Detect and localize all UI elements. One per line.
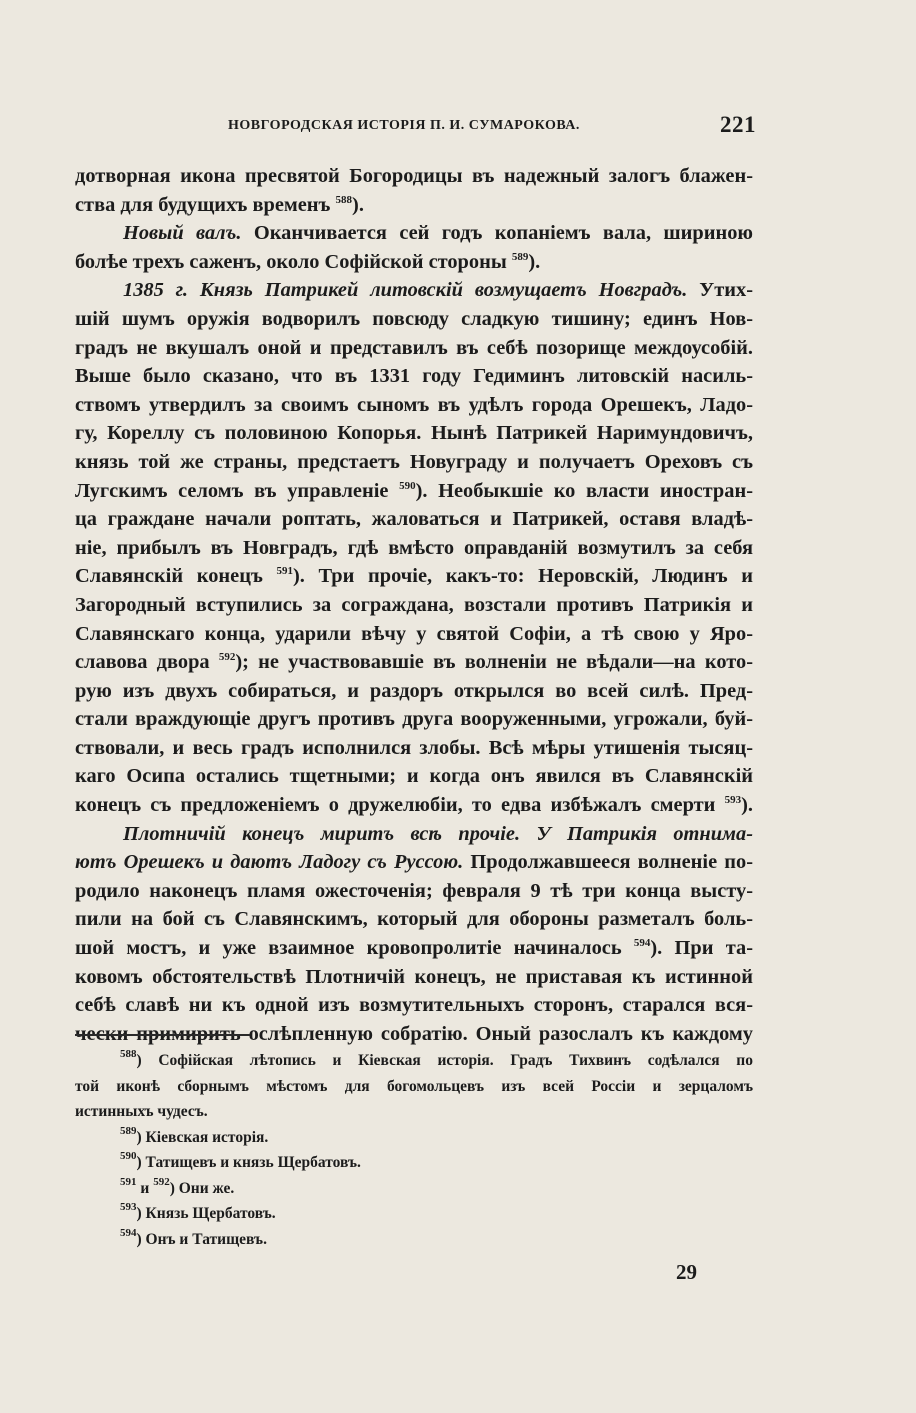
- text-run: ) Татищевъ и князь Щербатовъ.: [136, 1154, 361, 1171]
- italic-heading: Новый валъ.: [123, 222, 242, 245]
- text-run: Славянскій конецъ: [75, 565, 277, 588]
- text-run: ствовали, и весь градъ исполнился злобы. Всѣ мѣры утишенія тысяц-: [75, 736, 753, 759]
- text-run: Славянскаго конца, ударили вѣчу у святой Софіи, а тѣ свою у Яро-: [75, 622, 753, 645]
- text-run: родило наконецъ пламя ожесточенія; февраля 9 тѣ три конца высту-: [75, 879, 753, 902]
- text-run: Лугскимъ селомъ въ управленіе: [75, 479, 400, 502]
- text-line: [75, 905, 753, 934]
- signature-mark: 29: [676, 1260, 697, 1284]
- text-line: [75, 677, 753, 706]
- text-run: гу, Кореллу съ половиною Копорья. Нынѣ Патрикей Наримундовичъ,: [75, 422, 753, 445]
- footnote-divider: [75, 1034, 250, 1036]
- running-title: НОВГОРОДСКАЯ ИСТОРІЯ П. И. СУМАРОКОВА.: [228, 118, 580, 133]
- text-run: ) Софійская лѣтопись и Кіевская исторія. Градъ Тихвинъ содѣлался по: [136, 1052, 753, 1069]
- text-run: ) Кіевская исторія.: [136, 1128, 269, 1146]
- footnote-line: [75, 1074, 753, 1100]
- footnote-ref: 590: [399, 479, 416, 492]
- footnote-line: [75, 1150, 753, 1176]
- text-line: [75, 734, 753, 763]
- footnote-line: [75, 1099, 753, 1125]
- text-run: ). При та-: [650, 937, 753, 960]
- text-line: [75, 963, 753, 992]
- text-line: [75, 448, 753, 477]
- text-run: ствомъ утвердилъ за своимъ сыномъ въ удѣлъ города Орешекъ, Ладо-: [75, 393, 753, 416]
- footnote-ref: 591: [120, 1175, 137, 1188]
- text-line: [75, 305, 753, 334]
- text-run: Загородный вступились за сограждана, возстали противъ Патрикія и: [75, 593, 753, 616]
- page-header: [228, 112, 756, 137]
- text-run: и: [136, 1179, 154, 1197]
- text-run: болѣе трехъ саженъ, около Софійской стороны: [75, 250, 512, 273]
- footnote-ref: 594: [633, 937, 651, 950]
- text-run: ) Они же.: [169, 1179, 235, 1197]
- footnote-ref: 594: [120, 1226, 137, 1239]
- footnote-ref: 590: [120, 1150, 137, 1162]
- text-line: [75, 762, 753, 791]
- footnote-ref: 589: [511, 250, 529, 263]
- text-line: [75, 591, 753, 620]
- text-run: ковомъ обстоятельствѣ Плотничій конецъ, не приставая къ истинной: [75, 965, 753, 988]
- footnote-ref: 592: [218, 651, 236, 664]
- page-number: 221: [720, 112, 756, 137]
- text-run: Оканчивается сей годъ копаніемъ вала, шириною: [241, 222, 753, 245]
- footnote-line: [75, 1125, 753, 1151]
- text-line: [75, 334, 753, 363]
- footnote-line: [75, 1227, 753, 1253]
- text-run: истинныхъ чудесъ.: [75, 1103, 208, 1120]
- footnote-ref: 593: [120, 1201, 137, 1213]
- text-line: [75, 991, 753, 1020]
- text-run: ца граждане начали роптать, жаловаться и Патрикей, оставя владѣ-: [75, 508, 753, 531]
- text-run: градъ не вкушалъ оной и представилъ въ себѣ позорище междоусобій.: [75, 336, 753, 359]
- footnote-ref: 591: [276, 565, 293, 578]
- text-line: [75, 219, 753, 248]
- text-line: [75, 791, 753, 820]
- text-run: славова двора: [75, 651, 219, 674]
- footnote-ref: 588: [120, 1048, 137, 1060]
- text-run: Выше было сказано, что въ 1331 году Гедиминъ литовскій насиль-: [75, 365, 753, 388]
- text-line: [75, 848, 753, 877]
- footnote-line: [75, 1201, 753, 1227]
- footnote-ref: 588: [335, 193, 353, 206]
- text-line: [75, 248, 753, 277]
- text-line: [75, 391, 753, 420]
- text-run: Утих-: [687, 279, 753, 302]
- text-run: дотворная икона пресвятой Богородицы въ надежный залогъ блажен-: [75, 165, 753, 187]
- text-run: Продолжавшееся волненіе по-: [463, 851, 753, 874]
- footnote-line: [75, 1176, 753, 1202]
- text-run: пили на бой съ Славянскимъ, который для обороны разметалъ боль-: [75, 908, 753, 931]
- text-run: чески примирить ослѣпленную собратію. Оный разослалъ къ каждому: [75, 1022, 753, 1045]
- text-line: [75, 362, 753, 391]
- footnote-line: [75, 1048, 753, 1074]
- text-run: князь той же страны, предстаетъ Новуграду и получаетъ Ореховъ съ: [75, 450, 753, 473]
- footnote-ref: 593: [724, 794, 742, 807]
- text-run: себѣ славѣ ни къ одной изъ возмутительныхъ сторонъ, старался вся-: [75, 994, 753, 1017]
- italic-heading: ютъ Орешекъ и даютъ Ладогу съ Руссою.: [75, 851, 464, 874]
- text-run: той иконѣ сборнымъ мѣстомъ для богомольцевъ изъ всей Россіи и зерцаломъ: [75, 1077, 753, 1095]
- text-line: [75, 419, 753, 448]
- main-text: [75, 162, 753, 1048]
- text-run: ).: [741, 794, 753, 817]
- text-run: ). Необыкшіе ко власти иностран-: [415, 479, 753, 502]
- footnote-ref: 592: [153, 1175, 170, 1188]
- text-run: шій шумъ оружія водворилъ повсюду сладкую тишину; единъ Нов-: [75, 307, 753, 330]
- text-run: ); не участвовавшіе въ волненіи не вѣдали—на кото-: [235, 651, 753, 674]
- text-line: [75, 162, 753, 191]
- text-run: ства для будущихъ временъ: [75, 193, 336, 216]
- text-line: [75, 562, 753, 591]
- text-line: [75, 191, 753, 220]
- text-run: ) Онъ и Татищевъ.: [136, 1230, 267, 1248]
- text-run: ). Три прочіе, какъ-то: Неровскій, Людинъ и: [292, 565, 753, 588]
- text-run: каго Осипа остались тщетными; и когда онъ явился въ Славянскій: [75, 765, 753, 788]
- text-line: [75, 505, 753, 534]
- text-line: [75, 620, 753, 649]
- text-run: шой мостъ, и уже взаимное кровопролитіе начиналось: [75, 937, 634, 960]
- text-run: стали враждующіе другъ противъ друга вооруженными, угрожали, буй-: [75, 708, 753, 731]
- text-line: [75, 477, 753, 506]
- text-run: конецъ съ предложеніемъ о дружелюбіи, то едва избѣжалъ смерти: [75, 794, 725, 817]
- text-line: [75, 276, 753, 305]
- text-line: [75, 705, 753, 734]
- italic-heading: 1385 г. Князь Патрикей литовскій возмущаетъ Новградъ.: [123, 279, 688, 302]
- text-run: рую изъ двухъ собираться, и раздоръ открылся во всей силѣ. Пред-: [75, 679, 753, 702]
- italic-heading: Плотничій конецъ миритъ всѣ прочіе. У Патрикія отнима-: [123, 822, 753, 845]
- text-run: ) Князь Щербатовъ.: [136, 1205, 276, 1222]
- footnotes: [75, 1048, 753, 1252]
- text-line: [75, 877, 753, 906]
- text-run: ).: [528, 250, 541, 273]
- text-run: ).: [352, 193, 364, 216]
- text-run: ніе, прибылъ въ Новградъ, гдѣ вмѣсто оправданій возмутилъ за себя: [75, 536, 753, 559]
- text-line: [75, 648, 753, 677]
- text-line: [75, 934, 753, 963]
- text-line: [75, 534, 753, 563]
- text-line: [75, 820, 753, 849]
- footnote-ref: 589: [120, 1124, 137, 1137]
